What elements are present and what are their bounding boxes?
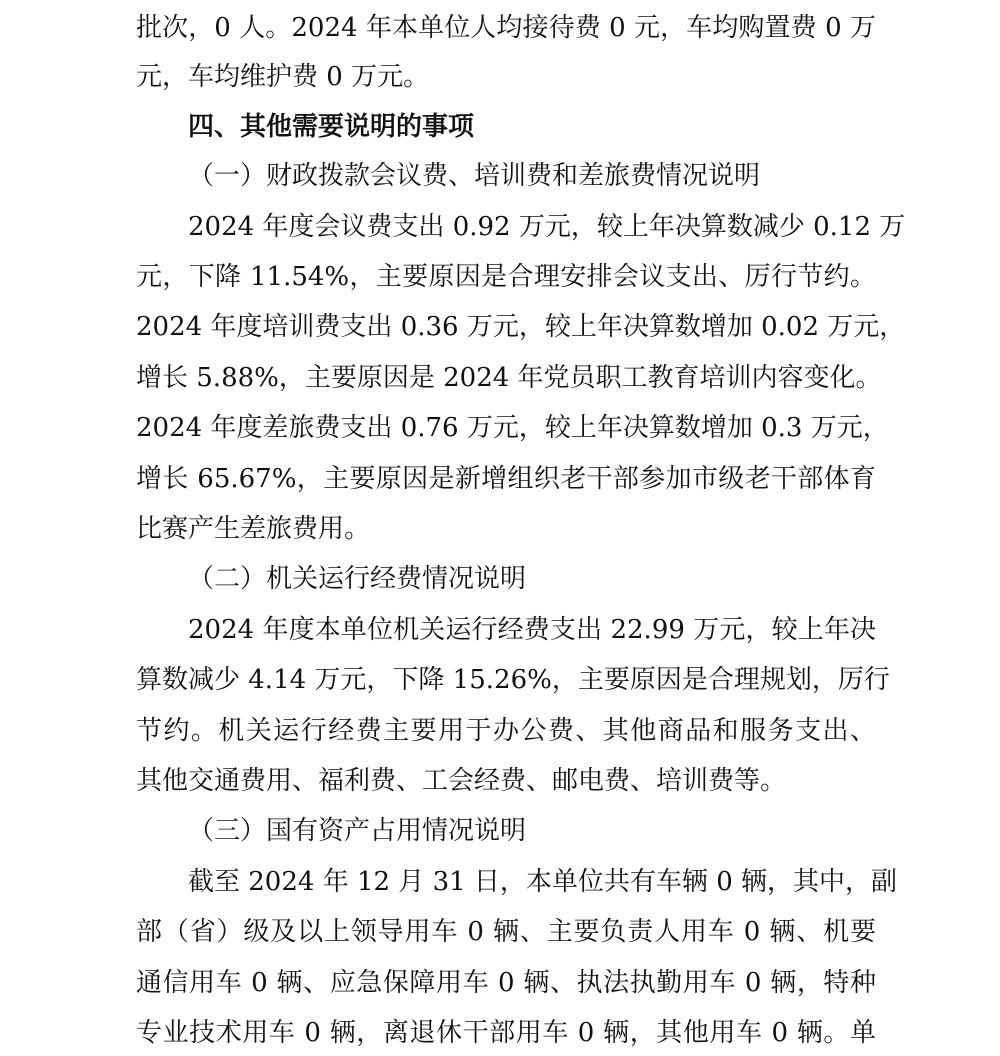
paragraph-line: 专业技术用车 0 辆，离退休干部用车 0 辆，其他用车 0 辆。单 xyxy=(136,1018,876,1048)
paragraph-line: 2024 年度培训费支出 0.36 万元，较上年决算数增加 0.02 万元， xyxy=(136,312,906,342)
paragraph-line: 2024 年度差旅费支出 0.76 万元，较上年决算数增加 0.3 万元， xyxy=(136,413,889,443)
paragraph-line: 批次，0 人。2024 年本单位人均接待费 0 元，车均购置费 0 万 xyxy=(136,13,876,43)
paragraph-line: 增长 65.67%，主要原因是新增组织老干部参加市级老干部体育 xyxy=(136,464,876,494)
paragraph-line: 元，车均维护费 0 万元。 xyxy=(136,62,430,92)
paragraph-line: 算数减少 4.14 万元，下降 15.26%，主要原因是合理规划，厉行 xyxy=(136,665,890,695)
paragraph-line: 通信用车 0 辆、应急保障用车 0 辆、执法执勤用车 0 辆，特种 xyxy=(136,968,876,998)
paragraph-line: 增长 5.88%，主要原因是 2024 年党员职工教育培训内容变化。 xyxy=(136,363,882,393)
paragraph-line: 部（省）级及以上领导用车 0 辆、主要负责人用车 0 辆、机要 xyxy=(136,917,876,947)
paragraph-line: 截至 2024 年 12 月 31 日，本单位共有车辆 0 辆，其中，副 xyxy=(188,867,897,897)
subsection-heading: （三）国有资产占用情况说明 xyxy=(188,816,527,846)
section-heading: 四、其他需要说明的事项 xyxy=(188,112,475,142)
paragraph-line: 2024 年度本单位机关运行经费支出 22.99 万元，较上年决 xyxy=(188,615,876,645)
paragraph-line: 其他交通费用、福利费、工会经费、邮电费、培训费等。 xyxy=(136,766,787,796)
subsection-heading: （二）机关运行经费情况说明 xyxy=(188,564,527,594)
paragraph-line: 比赛产生差旅费用。 xyxy=(136,514,371,544)
paragraph-line: 2024 年度会议费支出 0.92 万元，较上年决算数减少 0.12 万 xyxy=(188,212,906,242)
paragraph-line: 元，下降 11.54%，主要原因是合理安排会议支出、厉行节约。 xyxy=(136,262,876,292)
subsection-heading: （一）财政拨款会议费、培训费和差旅费情况说明 xyxy=(188,161,761,191)
paragraph-line: 节约。机关运行经费主要用于办公费、其他商品和服务支出、 xyxy=(136,716,876,746)
